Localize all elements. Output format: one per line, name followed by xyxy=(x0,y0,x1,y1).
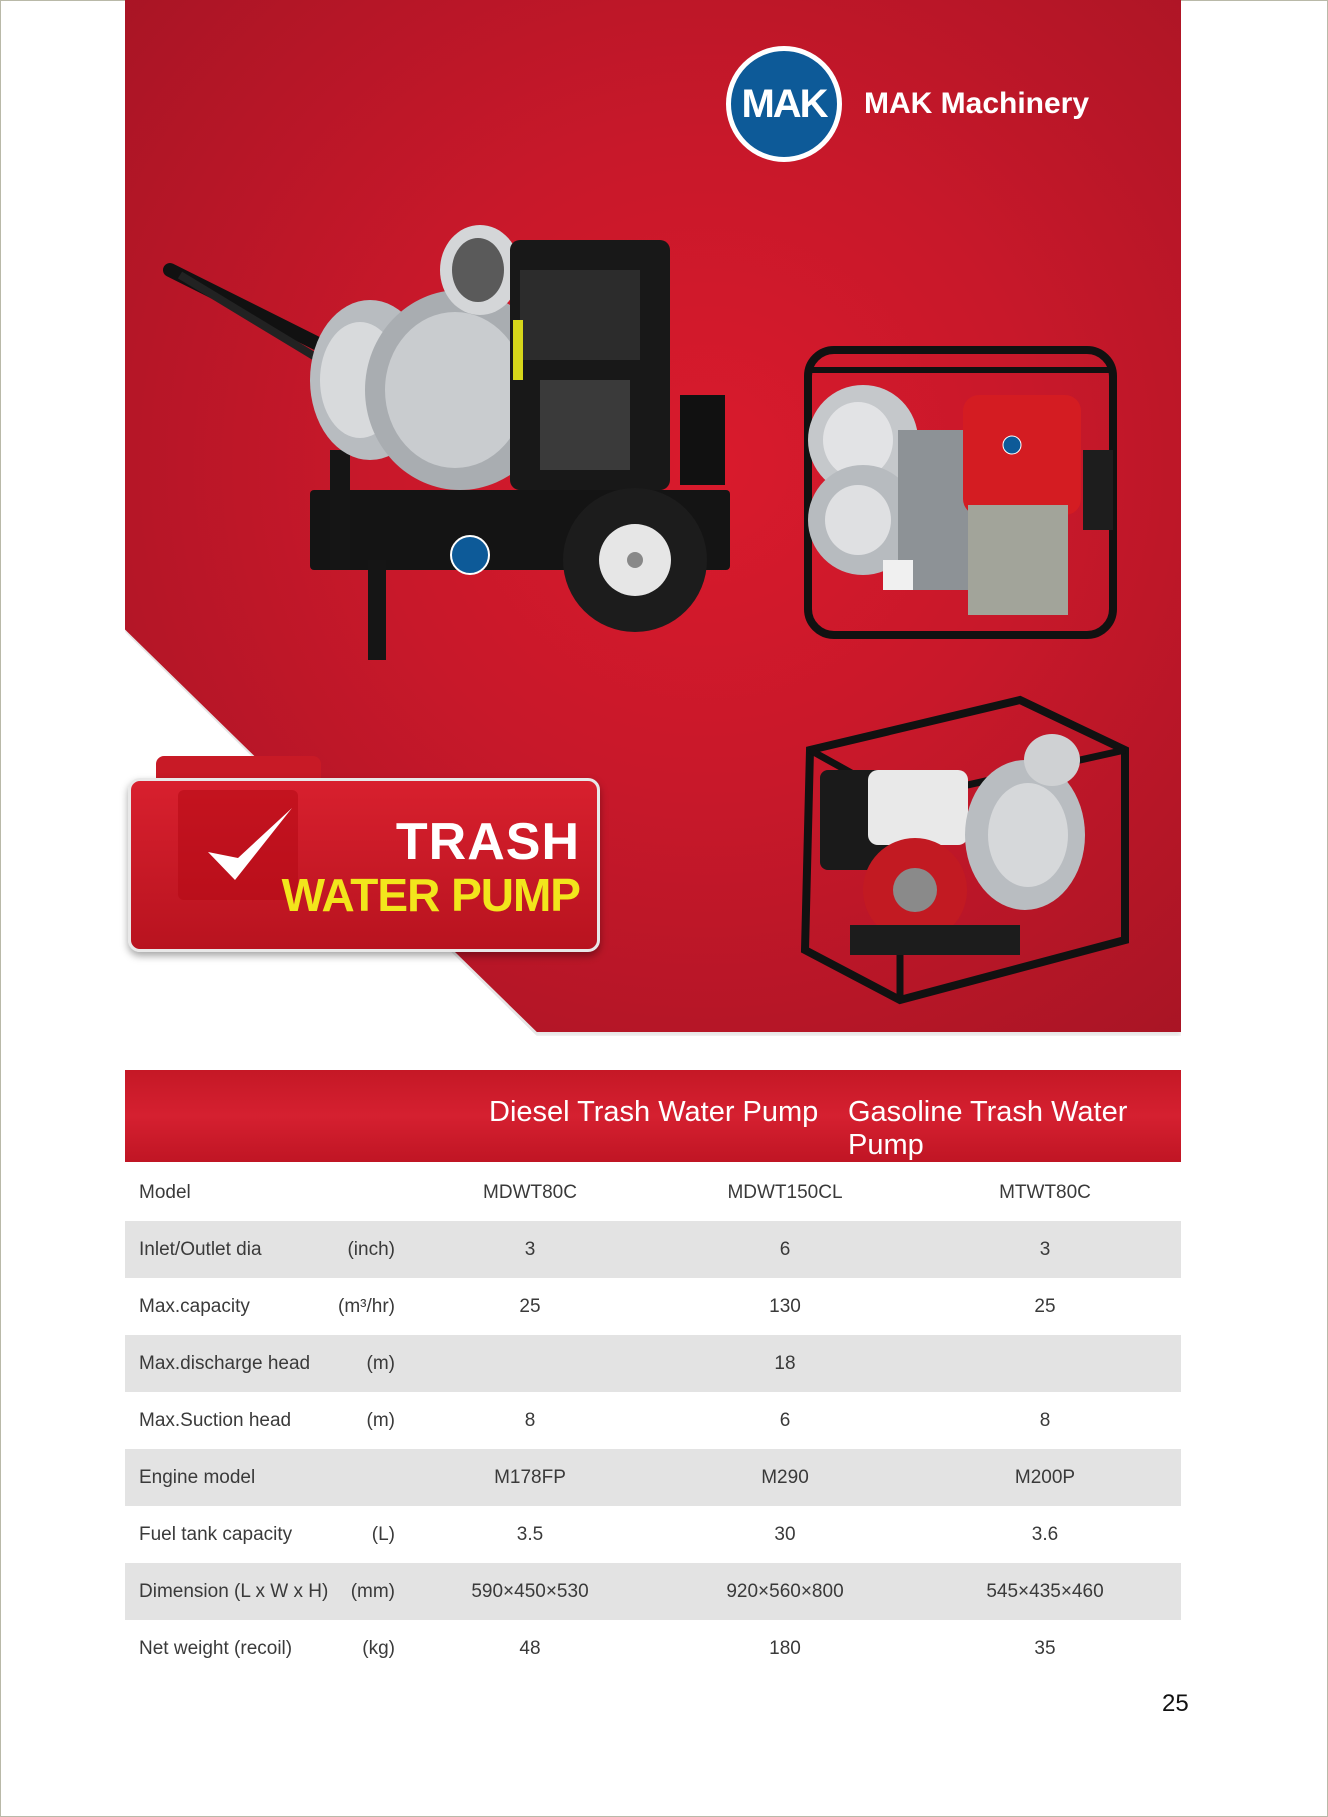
header-diesel: Diesel Trash Water Pump xyxy=(489,1096,819,1128)
badge-title-line2: WATER PUMP xyxy=(281,869,580,921)
table-row xyxy=(125,1164,1181,1221)
table-row xyxy=(125,1278,1181,1335)
header-gasoline: Gasoline Trash Water Pump xyxy=(848,1096,1128,1161)
cell-mdwt150cl: 18 xyxy=(774,1353,796,1374)
cell-mdwt80c: 25 xyxy=(519,1296,541,1317)
cell-mdwt80c: 3.5 xyxy=(516,1524,544,1545)
cell-mtwt80c: MTWT80C xyxy=(999,1182,1091,1203)
row-unit: (m) xyxy=(366,1353,395,1374)
logo-text: MAK xyxy=(741,81,827,126)
row-label: Inlet/Outlet dia xyxy=(139,1239,262,1260)
row-unit: (inch) xyxy=(347,1239,395,1260)
cell-mtwt80c: 3.6 xyxy=(1031,1524,1059,1545)
row-label: Fuel tank capacity xyxy=(139,1524,293,1545)
cell-mdwt150cl: 6 xyxy=(779,1410,791,1431)
trash-water-pump-badge xyxy=(128,778,598,950)
cell-mtwt80c: 35 xyxy=(1034,1638,1056,1659)
gasoline-pump-frame-image xyxy=(790,690,1140,1010)
row-label: Model xyxy=(139,1182,191,1203)
cell-mdwt150cl: 130 xyxy=(769,1296,801,1317)
table-row xyxy=(125,1620,1181,1677)
cell-mdwt80c: 8 xyxy=(524,1410,536,1431)
row-label: Engine model xyxy=(139,1467,256,1488)
cell-mdwt150cl: 30 xyxy=(774,1524,796,1545)
row-label: Max.discharge head xyxy=(139,1353,311,1374)
cell-mdwt150cl: 180 xyxy=(769,1638,801,1659)
cell-mdwt150cl: 6 xyxy=(779,1239,791,1260)
mak-logo xyxy=(726,46,842,162)
cell-mdwt80c: 590×450×530 xyxy=(471,1581,589,1602)
cell-mtwt80c: 545×435×460 xyxy=(986,1581,1104,1602)
table-row xyxy=(125,1335,1181,1392)
row-label: Dimension (L x W x H) xyxy=(139,1581,329,1602)
row-unit: (mm) xyxy=(350,1581,395,1602)
page-number: 25 xyxy=(1162,1690,1189,1717)
table-row xyxy=(125,1563,1181,1620)
table-row xyxy=(125,1221,1181,1278)
row-label: Max.capacity xyxy=(139,1296,250,1317)
cell-mdwt80c: M178FP xyxy=(494,1467,566,1488)
row-label: Max.Suction head xyxy=(139,1410,292,1431)
row-unit: (kg) xyxy=(362,1638,395,1659)
cell-mdwt150cl: M290 xyxy=(761,1467,809,1488)
cell-mdwt150cl: 920×560×800 xyxy=(726,1581,844,1602)
cell-mtwt80c: M200P xyxy=(1014,1467,1076,1488)
diesel-pump-frame-image xyxy=(798,330,1128,650)
row-unit: (m) xyxy=(366,1410,395,1431)
table-row xyxy=(125,1506,1181,1563)
cell-mtwt80c: 3 xyxy=(1039,1239,1051,1260)
brand-name: MAK Machinery xyxy=(864,87,1090,120)
row-label: Net weight (recoil) xyxy=(139,1638,293,1659)
cell-mdwt80c: MDWT80C xyxy=(483,1182,577,1203)
table-row xyxy=(125,1392,1181,1449)
diesel-pump-trolley-image xyxy=(160,200,760,670)
cell-mtwt80c: 25 xyxy=(1034,1296,1056,1317)
badge-title-line1: TRASH xyxy=(395,813,580,871)
row-unit: (m³/hr) xyxy=(338,1296,395,1317)
cell-mdwt80c: 48 xyxy=(519,1638,541,1659)
spec-table-header xyxy=(125,1070,1181,1162)
brand-header xyxy=(726,46,1089,162)
cell-mdwt150cl: MDWT150CL xyxy=(727,1182,843,1203)
table-row xyxy=(125,1449,1181,1506)
row-unit: (L) xyxy=(371,1524,395,1545)
cell-mtwt80c: 8 xyxy=(1039,1410,1051,1431)
cell-mdwt80c: 3 xyxy=(524,1239,536,1260)
